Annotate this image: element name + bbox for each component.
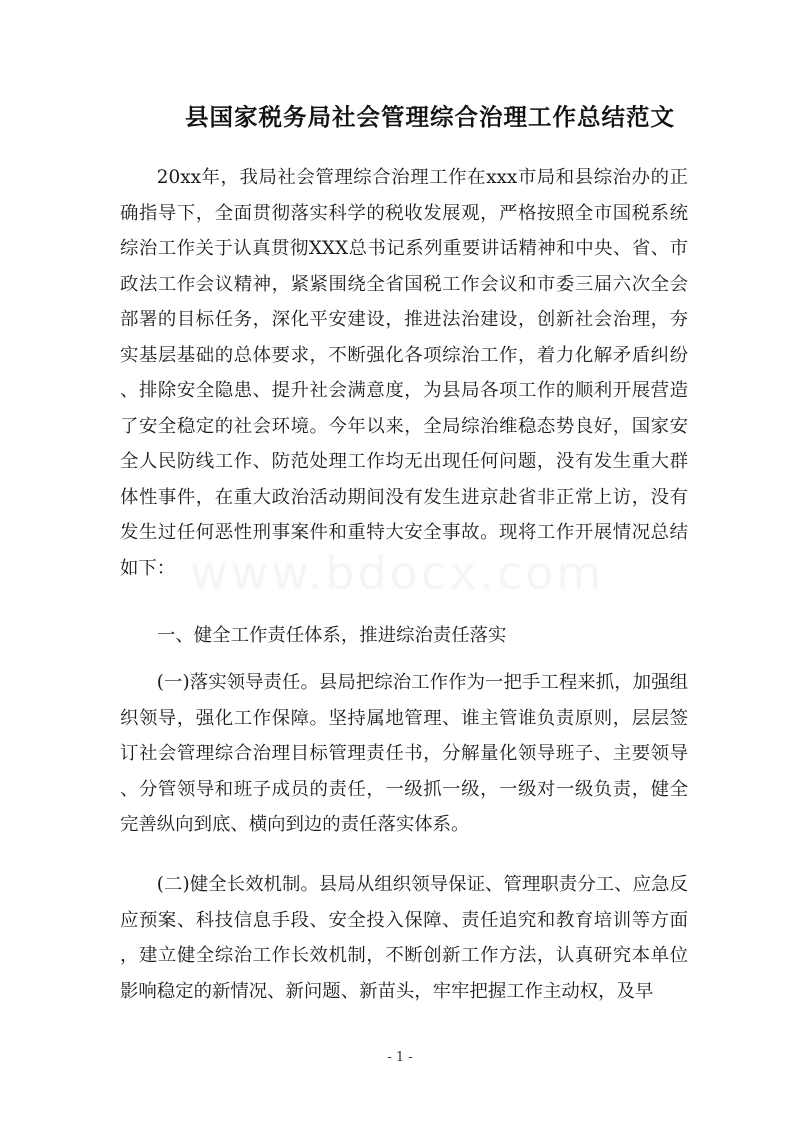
paragraph-leadership-responsibility: (一)落实领导责任。县局把综治工作作为一把手工程来抓，加强组织领导，强化工作保障。坚持属地管理、谁主管谁负责原则，层层签订社会管理综合治理目标管理责任书，分解量化领导班子、主要领导、分管领导和班子成员的责任，一级抓一级，一级对一级负责，健全完善纵向到底、横向到边的责任落实体系。 [120,672,688,835]
paragraph-intro: 20xx年，我局社会管理综合治理工作在xxx市局和县综治办的正确指导下，全面贯彻落实科学的税收发展观，严格按照全市国税系统综治工作关于认真贯彻XXX总书记系列重要讲话精神和中央、省、市政法工作会议精神，紧紧围绕全省国税工作会议和市委三届六次全会部署的目标任务，深化平安建设，推进法治建设，创新社会治理，夯实基层基础的总体要求，不断强化各项综治工作，着力化解矛盾纠纷、排除安全隐患、提升社会满意度，为县局各项工作的顺利开展营造了安全稳定的社会环境。今年以来，全局综治维稳态势良好，国家安全人民防线工作、防范处理工作均无出现任何问题，没有发生重大群体性事件，在重大政治活动期间没有发生进京赴省非正常上访，没有发生过任何恶性刑事案件和重特大安全事故。现将工作开展情况总结如下： [120,167,688,579]
watermark: www.bdocx.com [190,546,605,600]
paragraph-long-term-mechanism: (二)健全长效机制。县局从组织领导保证、管理职责分工、应急反应预案、科技信息手段、安全投入保障、责任追究和教育培训等方面，建立健全综治工作长效机制，不断创新工作方法，认真研究本单位影响稳定的新情况、新问题、新苗头，牢牢把握工作主动权，及早 [120,874,688,1002]
section-heading-1: 一、健全工作责任体系，推进综治责任落实 [157,625,507,646]
document-title: 县国家税务局社会管理综合治理工作总结范文 [185,103,675,131]
page-number: - 1 - [387,1050,413,1065]
